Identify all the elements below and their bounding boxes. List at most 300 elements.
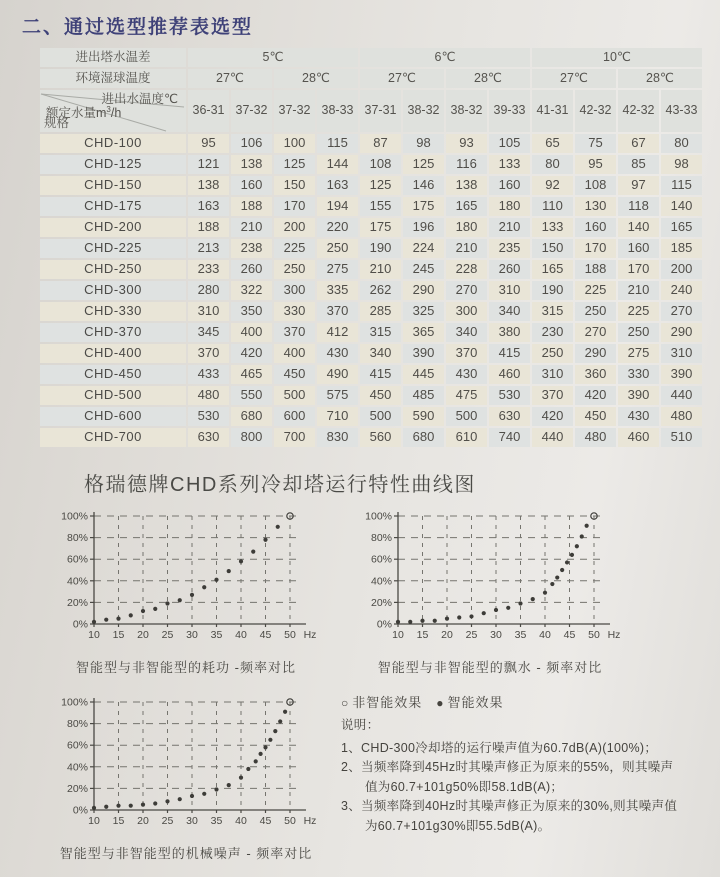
smart-data-point	[246, 767, 250, 771]
corner-cell	[40, 90, 186, 132]
smart-data-point	[141, 609, 145, 613]
value-cell: 315	[360, 323, 401, 342]
model-label: CHD-500	[40, 386, 186, 405]
model-label: CHD-400	[40, 344, 186, 363]
value-cell: 160	[231, 176, 272, 195]
svg-text:80%: 80%	[370, 532, 392, 545]
model-label: CHD-125	[40, 155, 186, 174]
value-cell: 300	[274, 281, 315, 300]
smart-data-point	[585, 524, 589, 528]
svg-text:15: 15	[112, 815, 125, 827]
value-cell: 125	[360, 176, 401, 195]
smart-data-point	[531, 597, 535, 601]
value-cell: 560	[360, 428, 401, 447]
value-cell: 165	[446, 197, 487, 216]
svg-text:25: 25	[161, 629, 174, 641]
value-cell: 190	[360, 239, 401, 258]
smart-data-point	[506, 606, 510, 610]
smart-data-point	[190, 593, 194, 597]
value-cell: 485	[403, 386, 444, 405]
value-cell: 270	[446, 281, 487, 300]
value-cell: 610	[446, 428, 487, 447]
svg-text:60%: 60%	[370, 553, 392, 566]
value-cell: 133	[532, 218, 573, 237]
table-row	[40, 323, 702, 342]
value-cell: 290	[661, 323, 702, 342]
smart-data-point	[178, 797, 182, 801]
value-cell: 475	[446, 386, 487, 405]
svg-text:40: 40	[539, 629, 551, 641]
value-cell: 550	[231, 386, 272, 405]
svg-text:0%: 0%	[72, 804, 88, 817]
value-cell: 228	[446, 260, 487, 279]
svg-text:40%: 40%	[66, 575, 88, 588]
smart-data-point	[165, 601, 169, 605]
note-line: 3、当频率降到40Hz时其噪声修正为原来的30%,则其噪声值	[341, 799, 678, 813]
value-cell: 500	[360, 407, 401, 426]
smart-data-point	[116, 804, 120, 808]
value-cell: 150	[274, 176, 315, 195]
model-label: CHD-370	[40, 323, 186, 342]
corner-spec-label: 规格	[44, 116, 70, 131]
value-cell: 275	[618, 344, 659, 363]
value-cell: 340	[489, 302, 530, 321]
corner-rated-flow-label: 额定水量$m^3/h$	[46, 105, 122, 121]
table-row	[40, 428, 702, 447]
smart-data-point	[239, 776, 243, 780]
value-cell: 370	[317, 302, 358, 321]
value-cell: 412	[317, 323, 358, 342]
smart-data-point	[178, 598, 182, 602]
value-cell: 155	[360, 197, 401, 216]
inlet-outlet-temp: 37-32	[274, 90, 315, 132]
value-cell: 322	[231, 281, 272, 300]
value-cell: 170	[274, 197, 315, 216]
inlet-outlet-temp: 38-33	[317, 90, 358, 132]
value-cell: 220	[317, 218, 358, 237]
svg-text:30: 30	[490, 629, 502, 641]
value-cell: 250	[274, 260, 315, 279]
svg-text:100%: 100%	[61, 510, 88, 523]
value-cell: 700	[274, 428, 315, 447]
wet-bulb-temp: 28℃	[618, 69, 702, 88]
smart-data-point	[408, 620, 412, 624]
value-cell: 415	[360, 365, 401, 384]
value-cell: 140	[661, 197, 702, 216]
svg-text:25: 25	[161, 815, 174, 827]
value-cell: 92	[532, 176, 573, 195]
legend-smart	[436, 695, 503, 710]
table-row	[40, 365, 702, 384]
value-cell: 188	[231, 197, 272, 216]
value-cell: 430	[618, 407, 659, 426]
inlet-outlet-temp: 37-32	[231, 90, 272, 132]
value-cell: 460	[489, 365, 530, 384]
svg-text:15: 15	[112, 629, 125, 641]
value-cell: 430	[446, 365, 487, 384]
value-cell: 340	[446, 323, 487, 342]
model-label: CHD-225	[40, 239, 186, 258]
value-cell: 188	[188, 218, 229, 237]
smart-data-point	[92, 620, 96, 624]
smart-data-point	[129, 613, 133, 617]
value-cell: 440	[661, 386, 702, 405]
value-cell: 630	[188, 428, 229, 447]
model-label: CHD-700	[40, 428, 186, 447]
wet-bulb-temp: 27℃	[188, 69, 272, 88]
value-cell: 710	[317, 407, 358, 426]
value-cell: 420	[532, 407, 573, 426]
value-cell: 144	[317, 155, 358, 174]
smart-data-point	[268, 738, 272, 742]
smart-data-point	[254, 759, 258, 763]
value-cell: 93	[446, 134, 487, 153]
value-cell: 380	[489, 323, 530, 342]
svg-text:35: 35	[210, 815, 223, 827]
table-row	[40, 155, 702, 174]
svg-text:10: 10	[88, 629, 100, 641]
svg-text:0%: 0%	[376, 618, 392, 631]
value-cell: 260	[489, 260, 530, 279]
value-cell: 224	[403, 239, 444, 258]
model-label: CHD-175	[40, 197, 186, 216]
svg-text:80%: 80%	[66, 718, 88, 731]
smart-data-point	[227, 569, 231, 573]
svg-text:0%: 0%	[72, 618, 88, 631]
smart-data-point	[457, 615, 461, 619]
value-cell: 98	[403, 134, 444, 153]
smart-data-point	[202, 585, 206, 589]
smart-data-point	[543, 591, 547, 595]
wet-bulb-temp: 27℃	[360, 69, 444, 88]
note-line: 1、CHD-300冷却塔的运行噪声值为60.7dB(A)(100%)；	[341, 740, 658, 755]
model-label: CHD-600	[40, 407, 186, 426]
table-row	[40, 218, 702, 237]
legend-non-smart	[341, 695, 422, 710]
table-row	[40, 176, 702, 195]
value-cell: 98	[661, 155, 702, 174]
svg-text:20: 20	[137, 629, 149, 641]
value-cell: 250	[532, 344, 573, 363]
value-cell: 170	[618, 260, 659, 279]
smart-data-point	[518, 601, 522, 605]
value-cell: 450	[575, 407, 616, 426]
smart-data-point	[227, 783, 231, 787]
value-cell: 310	[661, 344, 702, 363]
smart-data-point	[396, 620, 400, 624]
inlet-outlet-temp: 36-31	[188, 90, 229, 132]
value-cell: 225	[618, 302, 659, 321]
value-cell: 433	[188, 365, 229, 384]
header-row-inlet-outlet	[40, 90, 702, 132]
wet-bulb-temp: 28℃	[446, 69, 530, 88]
value-cell: 680	[403, 428, 444, 447]
value-cell: 510	[661, 428, 702, 447]
smart-data-point	[565, 560, 569, 564]
inlet-outlet-temp: 43-33	[661, 90, 702, 132]
smart-data-point	[239, 559, 243, 563]
svg-text:25: 25	[465, 629, 478, 641]
inlet-outlet-temp: 38-32	[446, 90, 487, 132]
smart-data-point	[580, 534, 584, 538]
value-cell: 180	[489, 197, 530, 216]
value-cell: 210	[446, 239, 487, 258]
value-cell: 210	[360, 260, 401, 279]
inlet-outlet-temp: 37-31	[360, 90, 401, 132]
svg-text:100%: 100%	[61, 696, 88, 709]
value-cell: 200	[661, 260, 702, 279]
smart-data-point	[433, 619, 437, 623]
value-cell: 163	[188, 197, 229, 216]
svg-text:40%: 40%	[370, 575, 392, 588]
smart-data-point	[153, 801, 157, 805]
value-cell: 390	[618, 386, 659, 405]
table-row	[40, 134, 702, 153]
chart-drift-vs-frequency	[356, 506, 624, 676]
value-cell: 370	[532, 386, 573, 405]
value-cell: 97	[618, 176, 659, 195]
value-cell: 165	[661, 218, 702, 237]
model-label: CHD-250	[40, 260, 186, 279]
value-cell: 238	[231, 239, 272, 258]
value-cell: 300	[446, 302, 487, 321]
inlet-outlet-temp: 42-32	[618, 90, 659, 132]
smart-data-point	[165, 799, 169, 803]
notes-heading: 说明：	[341, 718, 380, 732]
chart-caption: 智能型与非智能型的机械噪声 - 频率对比	[59, 846, 313, 861]
value-cell: 160	[575, 218, 616, 237]
model-label: CHD-200	[40, 218, 186, 237]
value-cell: 196	[403, 218, 444, 237]
value-cell: 290	[575, 344, 616, 363]
value-cell: 116	[446, 155, 487, 174]
inlet-outlet-temp: 41-31	[532, 90, 573, 132]
svg-text:30: 30	[186, 629, 198, 641]
value-cell: 235	[489, 239, 530, 258]
value-cell: 270	[575, 323, 616, 342]
note-line: 值为60.7+101g50%即58.1dB(A)；	[365, 779, 564, 794]
model-label: CHD-300	[40, 281, 186, 300]
wet-bulb-label: 环境湿球温度	[40, 69, 186, 88]
svg-text:20: 20	[137, 815, 149, 827]
legend-smart-label: 智能效果	[447, 695, 504, 710]
value-cell: 310	[188, 302, 229, 321]
smart-data-point	[251, 550, 255, 554]
value-cell: 125	[274, 155, 315, 174]
model-label: CHD-150	[40, 176, 186, 195]
value-cell: 290	[403, 281, 444, 300]
value-cell: 345	[188, 323, 229, 342]
value-cell: 110	[532, 197, 573, 216]
value-cell: 65	[532, 134, 573, 153]
svg-text:Hz: Hz	[303, 815, 317, 827]
smart-data-point	[202, 792, 206, 796]
value-cell: 450	[360, 386, 401, 405]
smart-data-point	[278, 719, 282, 723]
selection-table	[38, 46, 704, 449]
value-cell: 163	[317, 176, 358, 195]
value-cell: 160	[618, 239, 659, 258]
value-cell: 430	[317, 344, 358, 363]
chart-power-vs-frequency	[52, 506, 320, 676]
value-cell: 390	[661, 365, 702, 384]
chart-svg	[356, 506, 624, 648]
value-cell: 140	[618, 218, 659, 237]
value-cell: 830	[317, 428, 358, 447]
value-cell: 121	[188, 155, 229, 174]
value-cell: 190	[532, 281, 573, 300]
wet-bulb-temp: 28℃	[274, 69, 358, 88]
value-cell: 80	[532, 155, 573, 174]
header-row-wet-bulb	[40, 69, 702, 88]
value-cell: 225	[274, 239, 315, 258]
value-cell: 335	[317, 281, 358, 300]
value-cell: 250	[575, 302, 616, 321]
value-cell: 350	[231, 302, 272, 321]
value-cell: 87	[360, 134, 401, 153]
svg-text:10: 10	[88, 815, 100, 827]
table-row	[40, 197, 702, 216]
value-cell: 500	[446, 407, 487, 426]
temp-diff-group: 5℃	[188, 48, 358, 67]
value-cell: 138	[446, 176, 487, 195]
smart-data-point	[141, 803, 145, 807]
value-cell: 360	[575, 365, 616, 384]
value-cell: 330	[618, 365, 659, 384]
header-row-temp-diff	[40, 48, 702, 67]
svg-text:20%: 20%	[66, 782, 88, 795]
value-cell: 740	[489, 428, 530, 447]
value-cell: 85	[618, 155, 659, 174]
value-cell: 175	[360, 218, 401, 237]
wet-bulb-temp: 27℃	[532, 69, 616, 88]
svg-text:50: 50	[284, 815, 296, 827]
value-cell: 100	[274, 134, 315, 153]
svg-text:40: 40	[235, 815, 247, 827]
smart-data-point	[104, 618, 108, 622]
smart-data-point	[570, 553, 574, 557]
inlet-outlet-temp: 39-33	[489, 90, 530, 132]
value-cell: 188	[575, 260, 616, 279]
value-cell: 400	[274, 344, 315, 363]
smart-data-point	[129, 804, 133, 808]
value-cell: 480	[661, 407, 702, 426]
value-cell: 138	[231, 155, 272, 174]
selection-table-wrap	[38, 46, 704, 449]
value-cell: 440	[532, 428, 573, 447]
svg-text:80%: 80%	[66, 532, 88, 545]
value-cell: 310	[489, 281, 530, 300]
svg-text:30: 30	[186, 815, 198, 827]
svg-text:35: 35	[210, 629, 223, 641]
value-cell: 630	[489, 407, 530, 426]
value-cell: 225	[575, 281, 616, 300]
smart-data-point	[259, 752, 263, 756]
value-cell: 130	[575, 197, 616, 216]
value-cell: 105	[489, 134, 530, 153]
value-cell: 680	[231, 407, 272, 426]
svg-text:Hz: Hz	[303, 629, 317, 641]
smart-data-point	[104, 805, 108, 809]
value-cell: 445	[403, 365, 444, 384]
value-cell: 210	[618, 281, 659, 300]
value-cell: 115	[317, 134, 358, 153]
svg-text:35: 35	[514, 629, 527, 641]
value-cell: 80	[661, 134, 702, 153]
svg-text:60%: 60%	[66, 739, 88, 752]
value-cell: 340	[360, 344, 401, 363]
smart-data-point	[92, 806, 96, 810]
svg-text:40%: 40%	[66, 761, 88, 774]
value-cell: 95	[575, 155, 616, 174]
value-cell: 285	[360, 302, 401, 321]
svg-text:50: 50	[284, 629, 296, 641]
value-cell: 310	[532, 365, 573, 384]
table-row	[40, 344, 702, 363]
chart-noise-vs-frequency	[52, 692, 320, 862]
value-cell: 106	[231, 134, 272, 153]
model-label: CHD-330	[40, 302, 186, 321]
value-cell: 115	[661, 176, 702, 195]
value-cell: 420	[231, 344, 272, 363]
smart-data-point	[445, 617, 449, 621]
chart-legend	[341, 692, 504, 711]
smart-data-point	[273, 729, 277, 733]
filled-circle-icon: ●	[436, 696, 445, 710]
value-cell: 370	[274, 323, 315, 342]
chart-caption: 智能型与非智能型的飘水 - 频率对比	[377, 660, 603, 675]
inlet-outlet-temp: 38-32	[403, 90, 444, 132]
value-cell: 230	[532, 323, 573, 342]
svg-text:15: 15	[416, 629, 429, 641]
note-line: 为60.7+101g30%即55.5dB(A)。	[365, 818, 551, 833]
svg-text:45: 45	[259, 629, 272, 641]
svg-text:20%: 20%	[66, 596, 88, 609]
value-cell: 415	[489, 344, 530, 363]
value-cell: 260	[231, 260, 272, 279]
value-cell: 210	[489, 218, 530, 237]
smart-data-point	[263, 538, 267, 542]
temp-diff-group: 6℃	[360, 48, 530, 67]
table-row	[40, 281, 702, 300]
table-row	[40, 302, 702, 321]
smart-data-point	[276, 525, 280, 529]
value-cell: 75	[575, 134, 616, 153]
smart-data-point	[263, 745, 267, 749]
value-cell: 240	[661, 281, 702, 300]
svg-text:10: 10	[392, 629, 404, 641]
value-cell: 370	[188, 344, 229, 363]
value-cell: 330	[274, 302, 315, 321]
svg-text:40: 40	[235, 629, 247, 641]
value-cell: 460	[618, 428, 659, 447]
value-cell: 590	[403, 407, 444, 426]
smart-data-point	[482, 611, 486, 615]
smart-data-point	[494, 608, 498, 612]
chart-svg	[52, 506, 320, 648]
legend-non-smart-label: 非智能效果	[352, 695, 423, 710]
value-cell: 170	[575, 239, 616, 258]
value-cell: 165	[532, 260, 573, 279]
value-cell: 370	[446, 344, 487, 363]
table-row	[40, 260, 702, 279]
value-cell: 67	[618, 134, 659, 153]
smart-data-point	[283, 710, 287, 714]
value-cell: 125	[403, 155, 444, 174]
svg-text:60%: 60%	[66, 553, 88, 566]
smart-data-point	[555, 575, 559, 579]
smart-data-point	[214, 787, 218, 791]
